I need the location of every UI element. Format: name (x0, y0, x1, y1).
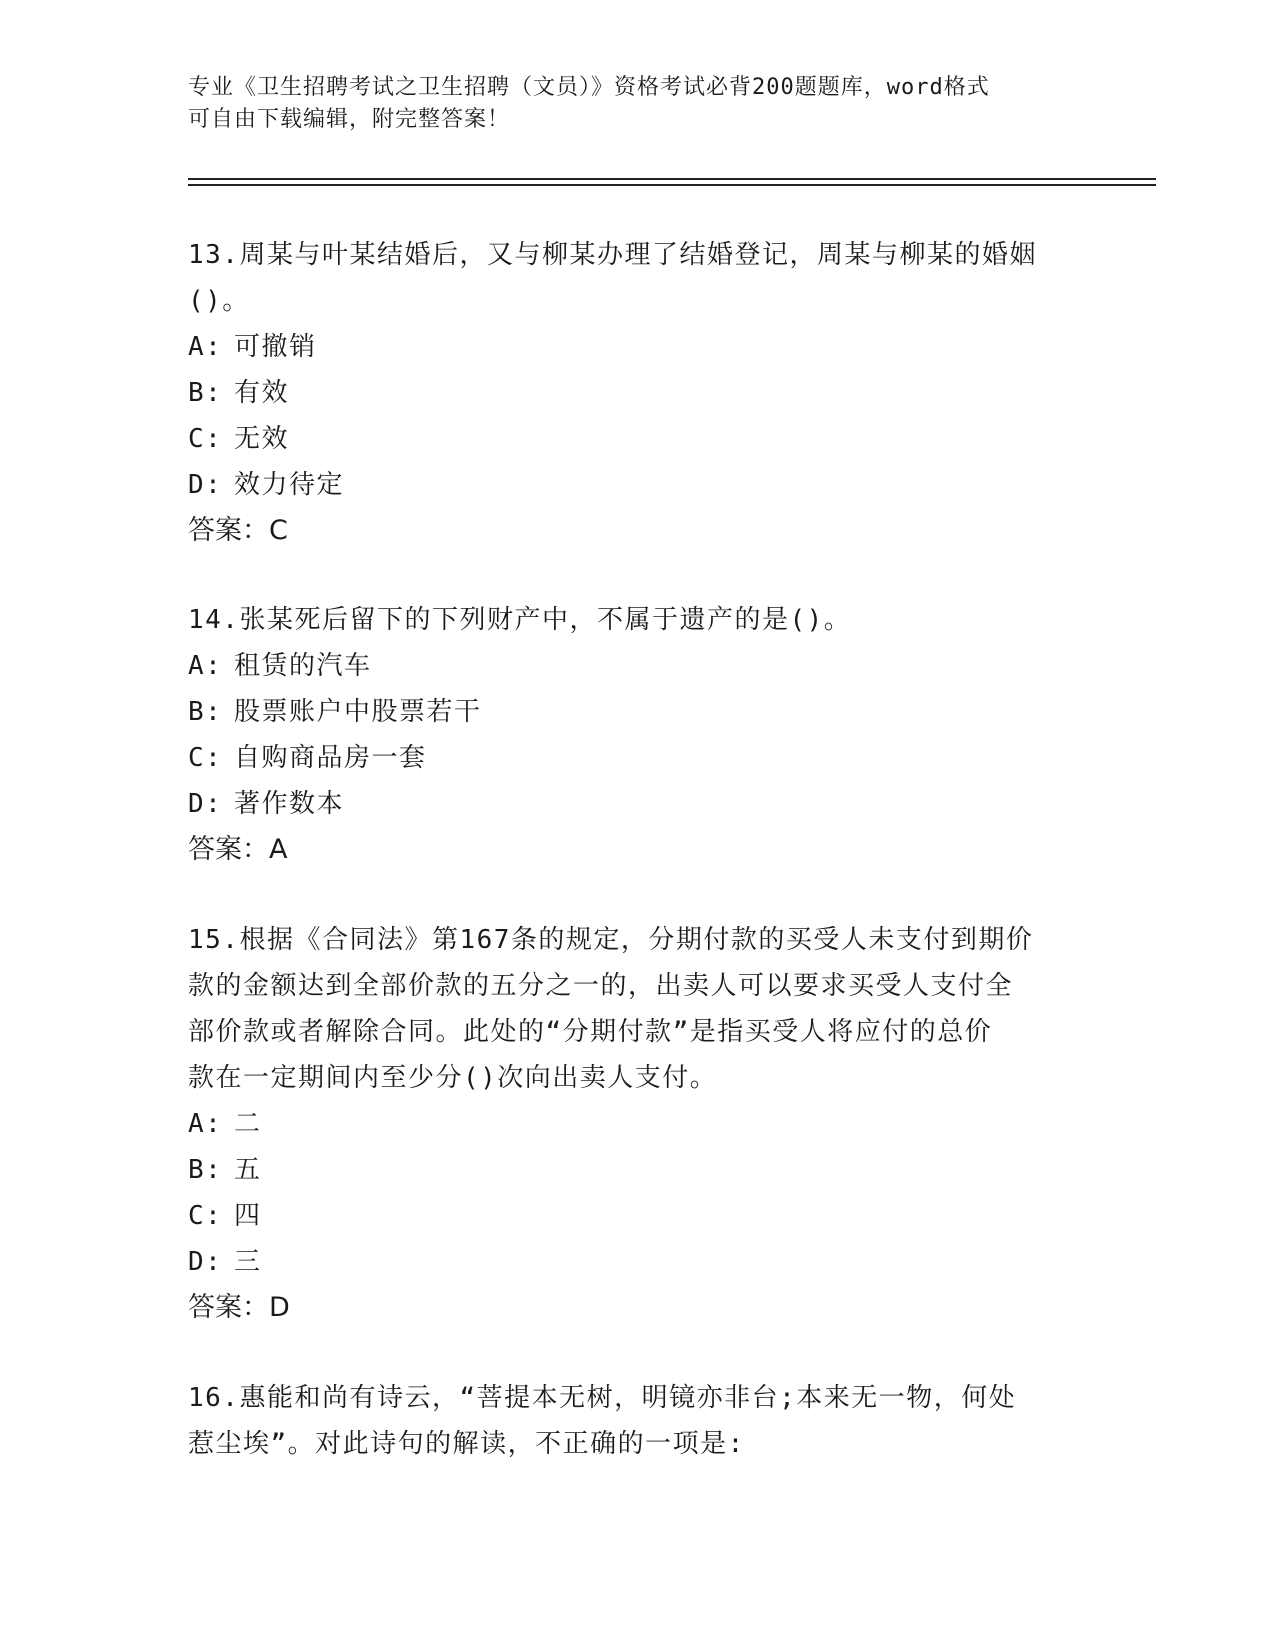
question-text-line: ()。 (188, 286, 250, 316)
option-letter: D: (188, 1247, 223, 1277)
option-d (188, 781, 1088, 827)
option-text: 五 (234, 1155, 262, 1185)
option-text: 可撤销 (234, 332, 317, 362)
question-text-line: 13.周某与叶某结婚后，又与柳某办理了结婚登记，周某与柳某的婚姻 (188, 240, 1037, 270)
option-text: 租赁的汽车 (234, 651, 372, 681)
option-letter: A: (188, 1109, 223, 1139)
option-letter: A: (188, 651, 223, 681)
answer-line: 答案：C (188, 515, 288, 546)
option-c (188, 735, 1088, 781)
option-text: 三 (234, 1247, 262, 1277)
question-text-line: 部价款或者解除合同。此处的“分期付款”是指买受人将应付的总价 (188, 1017, 993, 1047)
question-text-line: 14.张某死后留下的下列财产中，不属于遗产的是()。 (188, 605, 852, 635)
option-letter: C: (188, 743, 223, 773)
answer-line: 答案：A (188, 834, 288, 865)
option-letter: D: (188, 470, 223, 500)
option-a (188, 1101, 1088, 1147)
option-letter: B: (188, 697, 223, 727)
option-d (188, 462, 1088, 508)
question-15 (188, 917, 1088, 1331)
option-b (188, 1147, 1088, 1193)
question-text-line: 款的金额达到全部价款的五分之一的，出卖人可以要求买受人支付全 (188, 971, 1014, 1001)
question-text-line: 16.惠能和尚有诗云，“菩提本无树，明镜亦非台;本来无一物，何处 (188, 1383, 1017, 1413)
option-letter: B: (188, 1155, 223, 1185)
header-divider-bottom (188, 184, 1156, 186)
question-text-line: 款在一定期间内至少分()次向出卖人支付。 (188, 1063, 718, 1093)
option-letter: D: (188, 789, 223, 819)
answer-line: 答案：D (188, 1292, 290, 1323)
option-text: 著作数本 (234, 789, 345, 819)
option-letter: B: (188, 378, 223, 408)
option-letter: C: (188, 424, 223, 454)
option-text: 自购商品房一套 (234, 743, 427, 773)
option-d (188, 1239, 1088, 1285)
question-text-line: 15.根据《合同法》第167条的规定，分期付款的买受人未支付到期价 (188, 925, 1034, 955)
option-a (188, 324, 1088, 370)
question-13 (188, 232, 1088, 554)
header-line-1: 专业《卫生招聘考试之卫生招聘（文员）》资格考试必背200题题库，word格式 (188, 75, 990, 100)
option-text: 股票账户中股票若干 (234, 697, 482, 727)
option-text: 无效 (234, 424, 290, 454)
question-text-line: 惹尘埃”。对此诗句的解读，不正确的一项是: (188, 1429, 745, 1459)
header-divider-top (188, 178, 1156, 180)
option-text: 二 (234, 1109, 262, 1139)
option-text: 有效 (234, 378, 290, 408)
option-letter: A: (188, 332, 223, 362)
question-16 (188, 1375, 1088, 1467)
option-b (188, 370, 1088, 416)
header-line-2: 可自由下载编辑，附完整答案！ (188, 107, 511, 132)
option-text: 效力待定 (234, 470, 345, 500)
option-c (188, 1193, 1088, 1239)
option-letter: C: (188, 1201, 223, 1231)
document-header (188, 72, 1088, 136)
option-c (188, 416, 1088, 462)
question-14 (188, 597, 1088, 873)
option-a (188, 643, 1088, 689)
option-b (188, 689, 1088, 735)
option-text: 四 (234, 1201, 262, 1231)
